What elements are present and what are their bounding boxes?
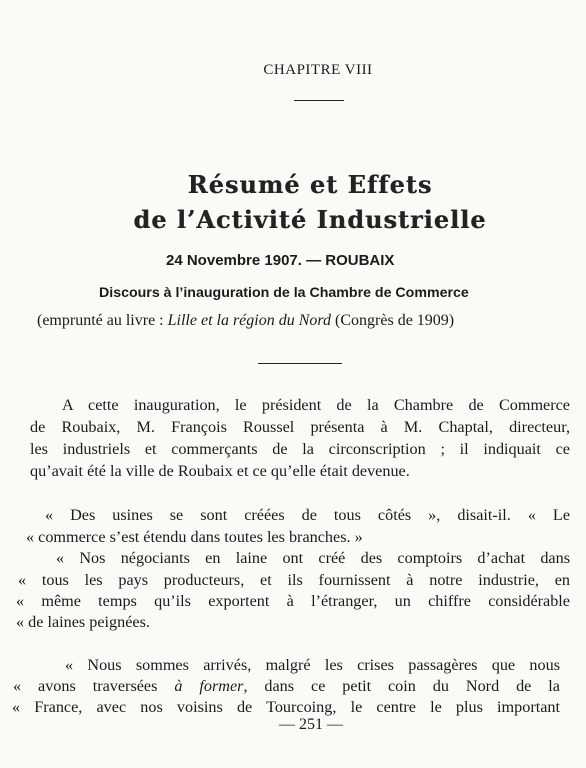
body-line: A cette inauguration, le président de la Chambre de Commerce xyxy=(62,396,570,414)
body-line: « Des usines se sont créées de tous côtés », disait-il. « Le xyxy=(45,506,570,524)
body-line: « Nous sommes arrivés, malgré les crises passagères que nous xyxy=(65,656,560,674)
page-number: — 251 — xyxy=(279,716,343,733)
source-prefix: (emprunté au livre : xyxy=(37,312,168,329)
body-line: « avons traversées à former, dans ce petit coin du Nord de la xyxy=(13,677,560,695)
body-line: « même temps qu’ils exportent à l’étranger, un chiffre considérable xyxy=(16,592,570,610)
body-line: « de laines peignées. xyxy=(16,613,150,631)
body-line: « Nos négociants en laine ont créé des comptoirs d’achat dans xyxy=(56,549,570,567)
source-book-title: Lille et la région du Nord xyxy=(167,312,332,329)
subtitle: Discours à l’inauguration de la Chambre de Commerce xyxy=(99,285,469,301)
body-line: de Roubaix, M. François Roussel présenta à M. Chaptal, directeur, xyxy=(30,418,570,436)
body-line: « commerce s’est étendu dans toutes les branches. » xyxy=(26,528,363,546)
italic-phrase: à former xyxy=(174,677,244,695)
body-line: « tous les pays producteurs, et ils fournissent à notre industrie, en xyxy=(18,571,570,589)
chapter-heading: CHAPITRE VIII xyxy=(263,62,373,78)
source-suffix: (Congrès de 1909) xyxy=(331,312,455,329)
body-line: « France, avec nos voisins de Tourcoing, le centre le plus important xyxy=(12,698,560,716)
body-line: les industriels et commerçants de la circonscription ; il indiquait ce xyxy=(30,440,570,458)
body-line: qu’avait été la ville de Roubaix et ce qu’elle était devenue. xyxy=(30,462,410,480)
date-line: 24 Novembre 1907. — ROUBAIX xyxy=(166,252,395,269)
title-line-2: de l’Activité Industrielle xyxy=(133,205,487,234)
title-line-1: Résumé et Effets xyxy=(187,170,433,199)
